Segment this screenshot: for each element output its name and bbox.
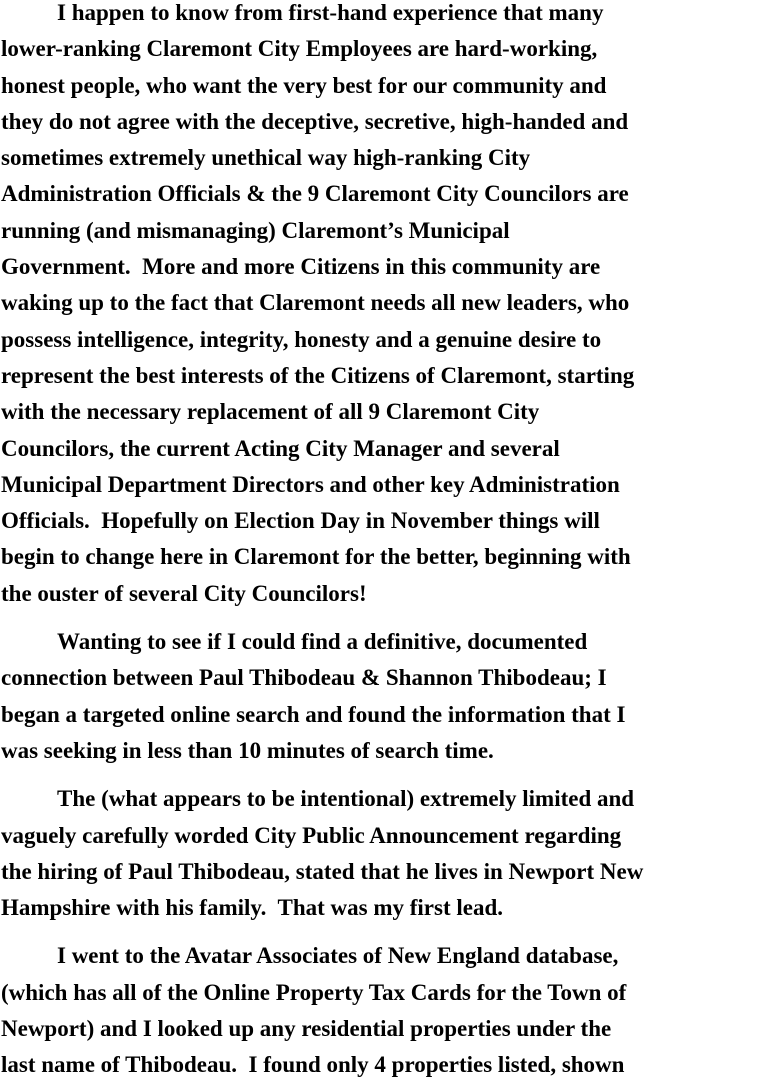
paragraph — [1, 781, 767, 926]
text-line: I happen to know from first-hand experience that many — [57, 0, 604, 25]
paragraph — [1, 0, 767, 612]
text-line: represent the best interests of the Citizens of Claremont, starting — [1, 362, 635, 388]
text-line: vaguely carefully worded City Public Announcement regarding — [1, 822, 622, 848]
text-line: possess intelligence, integrity, honesty and a genuine desire to — [1, 326, 602, 352]
text-line: Officials. Hopefully on Election Day in November things will — [1, 508, 600, 534]
text-line: began a targeted online search and found the information that I — [1, 701, 626, 727]
text-line: Municipal Department Directors and other key Administration — [1, 471, 620, 497]
text-line: I went to the Avatar Associates of New England database, — [57, 943, 619, 969]
paragraph — [1, 938, 767, 1080]
text-line: begin to change here in Claremont for the better, beginning with — [1, 544, 631, 570]
text-line: the ouster of several City Councilors! — [1, 580, 367, 606]
text-line: with the necessary replacement of all 9 Claremont City — [1, 399, 540, 425]
text-line: connection between Paul Thibodeau & Shannon Thibodeau; I — [1, 665, 607, 691]
text-line: Government. More and more Citizens in this community are — [1, 254, 601, 280]
text-line: waking up to the fact that Claremont needs all new leaders, who — [1, 290, 630, 316]
text-line: honest people, who want the very best for our community and — [1, 72, 607, 98]
text-line: Councilors, the current Acting City Manager and several — [1, 435, 560, 461]
text-line: running (and mismanaging) Claremont’s Municipal — [1, 217, 510, 243]
text-line: was seeking in less than 10 minutes of search time. — [1, 737, 494, 763]
text-line: they do not agree with the deceptive, secretive, high-handed and — [1, 108, 629, 134]
text-line: The (what appears to be intentional) extremely limited and — [57, 786, 635, 812]
text-line: Wanting to see if I could find a definitive, documented — [57, 629, 588, 655]
text-line: Administration Officials & the 9 Claremont City Councilors are — [1, 181, 629, 207]
paragraph — [1, 624, 767, 769]
text-line: Hampshire with his family. That was my first lead. — [1, 895, 503, 921]
text-line: lower-ranking Claremont City Employees are hard-working, — [1, 36, 598, 62]
text-line: Newport) and I looked up any residential properties under the — [1, 1016, 612, 1042]
text-line: (which has all of the Online Property Tax Cards for the Town of — [1, 979, 627, 1005]
text-line: last name of Thibodeau. I found only 4 properties listed, shown — [1, 1052, 625, 1078]
text-line: the hiring of Paul Thibodeau, stated that he lives in Newport New — [1, 858, 644, 884]
text-line: sometimes extremely unethical way high-ranking City — [1, 145, 531, 171]
